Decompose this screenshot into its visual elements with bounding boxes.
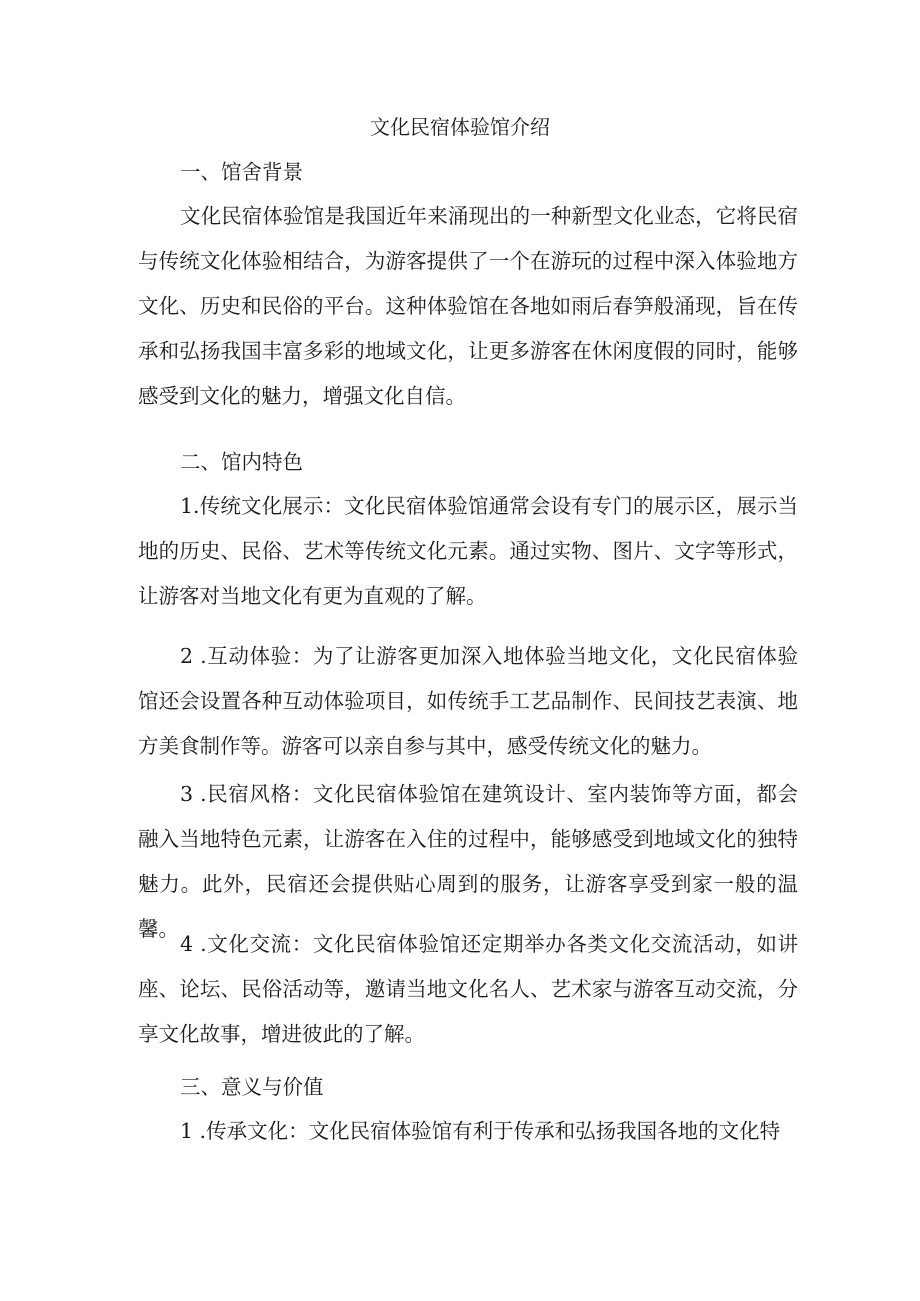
paragraph-feature-1: 1.传统文化展示：文化民宿体验馆通常会设有专门的展示区，展示当地的历史、民俗、艺术等传统文化元素。通过实物、图片、文字等形式，让游客对当地文化有更为直观的了解。 <box>138 494 798 608</box>
section-heading-features: 二、馆内特色 <box>180 450 303 474</box>
document-title: 文化民宿体验馆介绍 <box>370 115 550 139</box>
section-heading-background: 一、馆舍背景 <box>180 160 303 184</box>
paragraph-feature-3: 3 .民宿风格：文化民宿体验馆在建筑设计、室内装饰等方面，都会融入当地特色元素，让游客在入住的过程中，能够感受到地域文化的独特魅力。此外，民宿还会提供贴心周到的服务，让游客享受到家一般的温馨。 <box>138 782 798 941</box>
section-heading-significance: 三、意义与价值 <box>180 1075 324 1099</box>
paragraph-significance-1: 1 .传承文化：文化民宿体验馆有利于传承和弘扬我国各地的文化特 <box>180 1119 781 1143</box>
paragraph-feature-4: 4 .文化交流：文化民宿体验馆还定期举办各类文化交流活动，如讲座、论坛、民俗活动等，邀请当地文化名人、艺术家与游客互动交流，分享文化故事，增进彼此的了解。 <box>138 932 798 1046</box>
paragraph-feature-2: 2 .互动体验：为了让游客更加深入地体验当地文化，文化民宿体验馆还会设置各种互动体验项目，如传统手工艺品制作、民间技艺表演、地方美食制作等。游客可以亲自参与其中，感受传统文化的魅力。 <box>138 644 798 758</box>
paragraph-background: 文化民宿体验馆是我国近年来涌现出的一种新型文化业态，它将民宿与传统文化体验相结合，为游客提供了一个在游玩的过程中深入体验地方文化、历史和民俗的平台。这种体验馆在各地如雨后春笋般涌现，旨在传承和弘扬我国丰富多彩的地域文化，让更多游客在休闲度假的同时，能够感受到文化的魅力，增强文化自信。 <box>138 204 798 408</box>
